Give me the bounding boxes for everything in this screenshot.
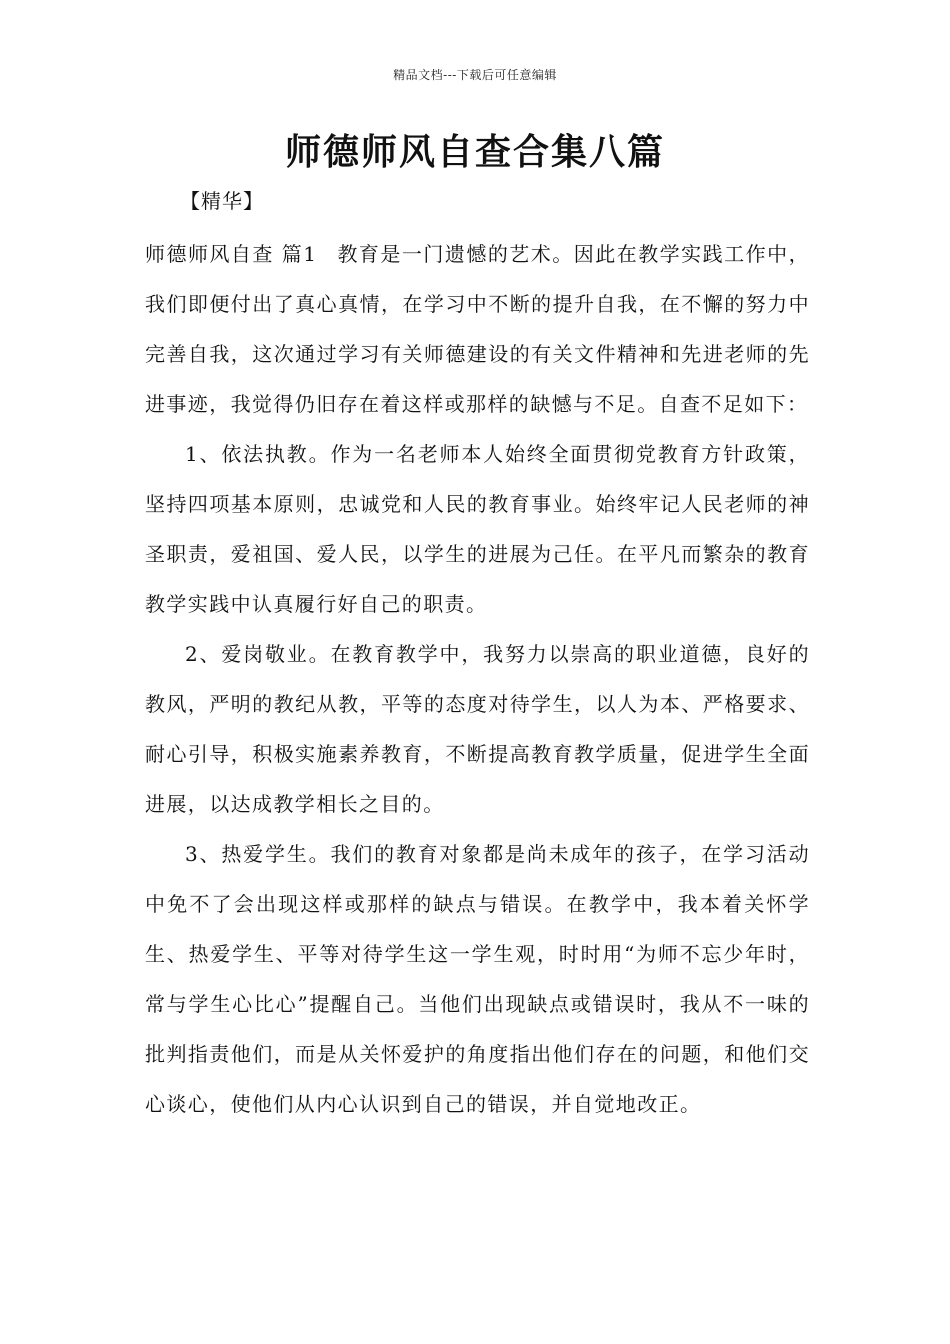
document-title: 师德师风自查合集八篇: [284, 132, 665, 173]
paragraph-intro: [145, 229, 810, 429]
section-label: 师德师风自查 篇1: [145, 242, 318, 266]
paragraph-1: 1、依法执教。作为一名老师本人始终全面贯彻党教育方针政策，坚持四项基本原则，忠诚党和人民的教育事业。始终牢记人民老师的神圣职责，爱祖国、爱人民，以学生的进展为己任。在平凡而繁杂的教育教学实践中认真履行好自己的职责。: [145, 442, 810, 616]
paragraph-3: 3、热爱学生。我们的教育对象都是尚未成年的孩子，在学习活动中免不了会出现这样或那样的缺点与错误。在教学中，我本着关怀学生、热爱学生、平等对待学生这一学生观，时时用“为师不忘少年时，常与学生心比心”提醒自己。当他们出现缺点或错误时，我从不一味的批判指责他们，而是从关怀爱护的角度指出他们存在的问题，和他们交心谈心，使他们从内心认识到自己的错误，并自觉地改正。: [145, 842, 810, 1116]
document-body: [145, 229, 810, 1129]
paragraph-2: 2、爱岗敬业。在教育教学中，我努力以崇高的职业道德，良好的教风，严明的教纪从教，平等的态度对待学生，以人为本、严格要求、耐心引导，积极实施素养教育，不断提高教育教学质量，促进学生全面进展，以达成教学相长之目的。: [145, 642, 810, 816]
document-subtitle: 【精华】: [180, 189, 264, 213]
header-note: 精品文档---下载后可任意编辑: [393, 68, 557, 82]
paragraph-intro-text: 教育是一门遗憾的艺术。因此在教学实践工作中，我们即便付出了真心真情，在学习中不断的提升自我，在不懈的努力中完善自我，这次通过学习有关师德建设的有关文件精神和先进老师的先进事迹，我觉得仍旧存在着这样或那样的缺憾与不足。自查不足如下：: [145, 242, 810, 416]
